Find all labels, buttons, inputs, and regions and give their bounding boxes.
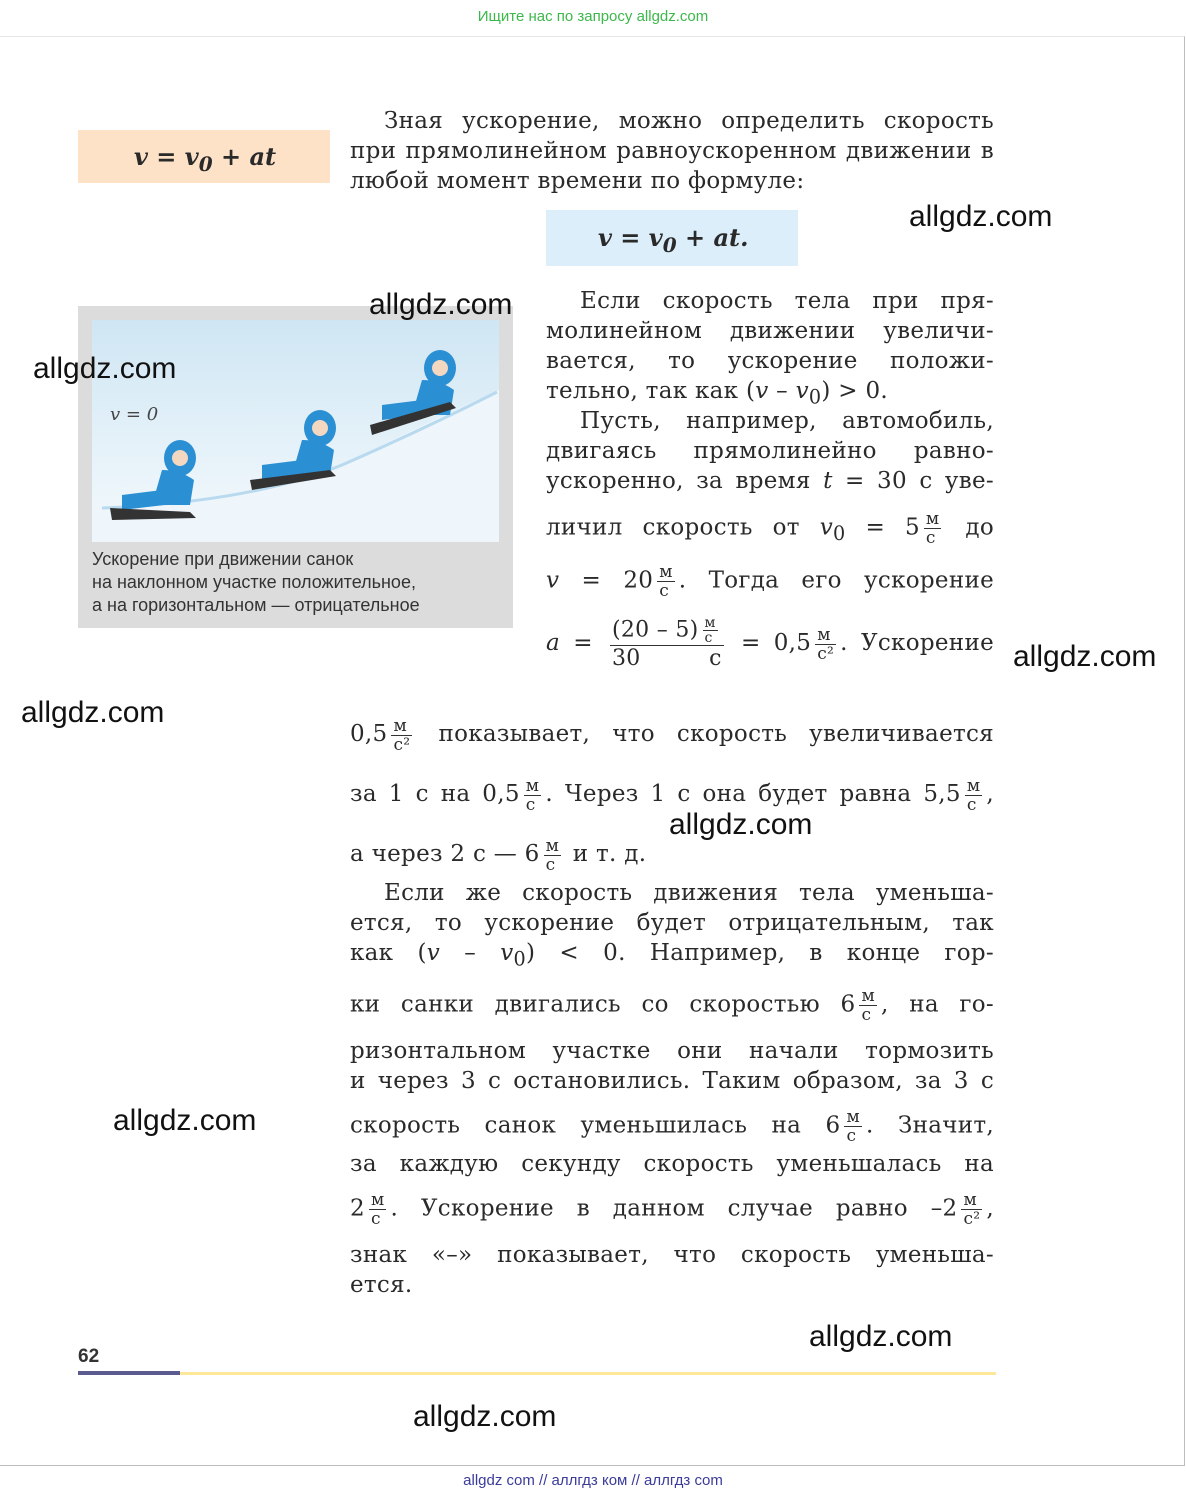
unit-fraction [859, 987, 877, 1024]
unit-num: м [815, 626, 836, 645]
text-span: – [768, 378, 796, 404]
symbol-v: v [819, 514, 834, 541]
sled-rider-2 [250, 410, 336, 490]
main-formula-rhs: + at. [676, 223, 749, 252]
symbol-t: t [823, 468, 833, 494]
acceleration-numerator [610, 616, 724, 646]
unit-num: м [545, 835, 560, 856]
text-span: . Тогда его ускорение [678, 567, 994, 594]
caption-line: на наклонном участке положительное, [92, 572, 416, 592]
caption-line: а на горизонтальном — отрицательное [92, 595, 420, 615]
caption-line: Ускорение при движении санок [92, 549, 354, 569]
text-line: a = (20 – 5) $\frac{м}{с}$ 30 с = 0,5 $\frac{м}{\text{с²}}$ . Ускорение [546, 615, 994, 672]
unit-fraction [369, 1191, 387, 1228]
rider-face [432, 360, 448, 376]
text-span: – [440, 940, 501, 966]
text-line: Если же скорость движения тела уменьша- [384, 880, 994, 906]
footer-rule [180, 1372, 996, 1375]
unit-fraction [703, 616, 718, 645]
text-span: ) < 0. Например, в конце гор- [526, 940, 994, 966]
unit-fraction [815, 626, 836, 663]
unit-num: м [659, 562, 673, 583]
unit-num: м [961, 1191, 982, 1210]
text-span: как ( [350, 940, 427, 966]
text-span: . Ускорение [840, 630, 994, 657]
main-formula-sub: 0 [662, 232, 677, 257]
symbol-v: v [426, 940, 441, 966]
text-span: , [986, 1195, 994, 1222]
margin-formula-sub: 0 [198, 151, 213, 176]
unit-den: с² [963, 1208, 981, 1229]
text-span: скорость санок уменьшилась на 6 [350, 1112, 841, 1139]
unit-fraction [961, 1191, 982, 1228]
text-span: до [945, 514, 994, 541]
text-span: , на го- [880, 991, 994, 1018]
figure-caption [92, 548, 502, 617]
subscript: 0 [833, 522, 846, 546]
text-line: вается, то ускорение положи- [546, 348, 994, 374]
unit-fraction [657, 563, 675, 600]
main-formula-lhs: v = v [598, 223, 663, 252]
rider-face [172, 450, 188, 466]
margin-formula-lhs: v = v [134, 142, 199, 171]
paragraph-positive-acceleration [546, 286, 994, 413]
unit-num: м [846, 1106, 860, 1127]
unit-den: с [370, 1208, 381, 1229]
subscript: 0 [513, 947, 526, 971]
unit-den: с [525, 794, 536, 815]
text-line: знак «–» показывает, что скорость уменьша- [350, 1241, 994, 1268]
watermark: allgdz.com [809, 1320, 953, 1353]
unit-fraction [544, 837, 562, 874]
paragraph-intro-text: Зная ускорение, можно определить скорость при прямолинейном равноускоренном движении в любой момент времени по формуле: [350, 108, 994, 194]
text-line: Пусть, например, автомобиль, [580, 408, 994, 434]
paragraph-car-example [546, 406, 994, 672]
unit-den: с [966, 794, 977, 815]
text-span: . Значит, [865, 1112, 994, 1139]
site-footer[interactable]: allgdz com // аллгдз ком // аллгдз com [463, 1472, 723, 1489]
acceleration-denominator: 30 с [612, 646, 722, 672]
symbol-v: v [755, 378, 769, 404]
footer-rule-accent [78, 1371, 180, 1375]
text-span: 2 [350, 1195, 365, 1222]
unit-num: м [861, 985, 875, 1006]
text-span: = 20 [559, 567, 654, 594]
text-span: = 30 с уве- [832, 468, 994, 494]
page-number: 62 [78, 1346, 100, 1367]
text-line: ется. [350, 1271, 413, 1298]
unit-den: с [925, 528, 936, 548]
text-line: молинейном движении увеличи- [546, 318, 994, 344]
unit-num: м [966, 775, 981, 796]
margin-formula-box [78, 130, 330, 183]
unit-fraction [391, 717, 412, 754]
watermark: allgdz.com [113, 1104, 257, 1137]
watermark: allgdz.com [669, 808, 813, 841]
text-span: за 1 с на 0,5 [350, 781, 520, 807]
top-banner[interactable]: Ищите нас по запросу allgdz.com [477, 8, 709, 25]
margin-formula-rhs: + at [212, 142, 277, 171]
rider-face [312, 420, 328, 436]
unit-den: с [846, 1125, 857, 1146]
paragraph-acceleration-meaning [350, 704, 994, 884]
unit-fraction [844, 1108, 862, 1145]
text-line [350, 1108, 994, 1145]
text-span: показывает, что скорость увеличивается [416, 721, 994, 747]
text-line [350, 1191, 994, 1228]
watermark: allgdz.com [33, 352, 177, 385]
text-line: двигаясь прямолинейно равно- [546, 438, 994, 464]
paragraph-intro [350, 106, 994, 196]
text-span: а через 2 с — 6 [350, 841, 540, 867]
watermark: allgdz.com [909, 200, 1053, 233]
text-line: и через 3 с остановились. Таким образом, за 3 с [350, 1067, 994, 1094]
main-formula-box [546, 210, 798, 266]
text-span: тельно, так как ( [546, 378, 756, 404]
symbol-v: v [795, 378, 809, 404]
text-line [350, 987, 994, 1024]
unit-num: м [525, 775, 540, 796]
unit-fraction [524, 777, 542, 814]
unit-num: м [370, 1189, 385, 1210]
acceleration-fraction [610, 616, 724, 672]
text-line [546, 563, 994, 600]
paragraph-negative-acceleration [350, 878, 994, 1300]
unit-den: с [545, 854, 556, 875]
unit-num: м [391, 717, 412, 736]
text-line: за каждую секунду скорость уменьшалась на [350, 1150, 994, 1177]
text-span: и т. д. [565, 841, 647, 867]
unit-den: с [659, 581, 670, 602]
text-line: ризонтальном участке они начали тормозить [350, 1037, 994, 1064]
unit-den: с² [393, 734, 411, 755]
symbol-a: a [546, 630, 561, 657]
text-span: личил скорость от [546, 514, 820, 541]
v0-label: v = 0 [110, 404, 159, 425]
unit-den: с [861, 1004, 872, 1025]
watermark: allgdz.com [1013, 640, 1157, 673]
text-line [546, 510, 994, 549]
text-line: Если скорость тела при пря- [580, 288, 994, 314]
symbol-v: v [500, 940, 514, 966]
numerator-text: (20 – 5) [612, 617, 699, 643]
text-span: = 5 [845, 514, 920, 541]
symbol-v: v [546, 567, 560, 594]
unit-fraction [965, 777, 983, 814]
unit-den: с² [817, 643, 835, 664]
text-span: . Через 1 с она будет равна 5,5 [545, 781, 961, 807]
unit-num: м [704, 615, 716, 632]
text-span: . Ускорение в данном случае равно –2 [390, 1195, 958, 1222]
text-line [350, 704, 994, 764]
unit-num: м [925, 509, 940, 529]
watermark: allgdz.com [21, 696, 165, 729]
text-span: = 0,5 [727, 630, 812, 657]
text-span: ки санки двигались со скоростью 6 [350, 991, 856, 1018]
unit-fraction [924, 510, 942, 547]
text-line [546, 466, 994, 496]
unit-den: с [704, 630, 713, 647]
text-span: ускоренно, за время [546, 468, 824, 494]
subscript: 0 [808, 385, 822, 409]
text-span: 0,5 [350, 721, 388, 747]
text-line [350, 938, 994, 975]
text-span: ) > 0. [821, 378, 888, 404]
text-span: , [986, 781, 994, 807]
text-line: ется, то ускорение будет отрицательным, так [350, 910, 994, 936]
watermark: allgdz.com [413, 1400, 557, 1433]
watermark: allgdz.com [369, 288, 513, 321]
